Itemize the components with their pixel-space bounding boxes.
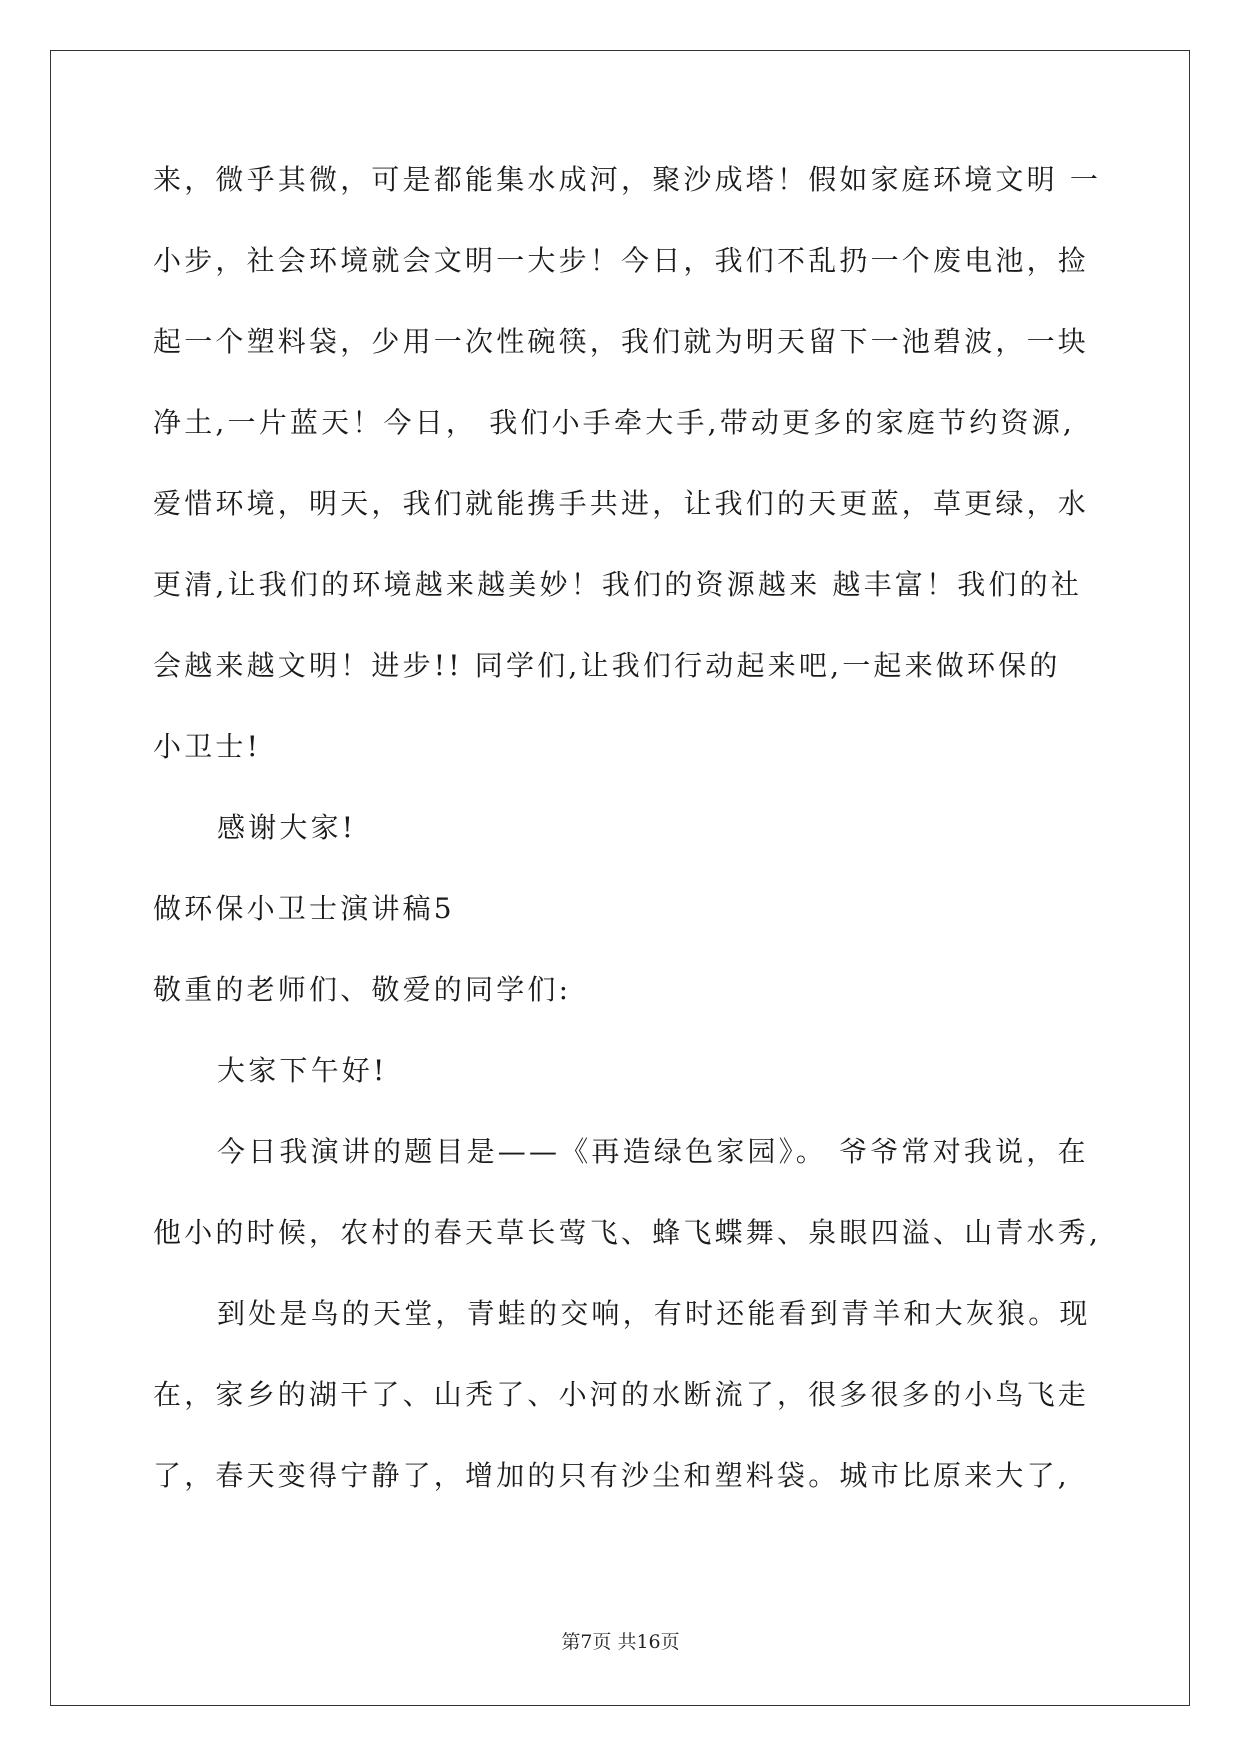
text-line: 来，微乎其微，可是都能集水成河，聚沙成塔！假如家庭环境文明 一 xyxy=(153,163,1102,196)
text-line: 到处是鸟的天堂，青蛙的交响，有时还能看到青羊和大灰狼。现 xyxy=(217,1297,1091,1330)
text-line: 了，春天变得宁静了，增加的只有沙尘和塑料袋。城市比原来大了, xyxy=(153,1459,1070,1492)
page-number: 第7页 共16页 xyxy=(561,1631,680,1653)
text-line: 小卫士! xyxy=(153,730,262,763)
text-line: 爱惜环境，明天，我们就能携手共进，让我们的天更蓝，草更绿，水 xyxy=(153,487,1090,520)
text-line: 起一个塑料袋，少用一次性碗筷，我们就为明天留下一池碧波，一块 xyxy=(153,325,1090,358)
text-line: 小步，社会环境就会文明一大步！今日，我们不乱扔一个废电池，捡 xyxy=(153,244,1090,277)
text-line: 在，家乡的湖干了、山秃了、小河的水断流了，很多很多的小鸟飞走 xyxy=(153,1378,1090,1411)
closing-line: 感谢大家! xyxy=(217,811,357,844)
document-body xyxy=(153,150,1102,1527)
salutation: 敬重的老师们、敬爱的同学们: xyxy=(153,973,572,1006)
text-line: 更清,让我们的环境越来越美妙！我们的资源越来 越丰富！我们的社 xyxy=(153,568,1083,601)
text-line: 今日我演讲的题目是——《再造绿色家园》。 爷爷常对我说，在 xyxy=(217,1135,1089,1168)
text-line: 会越来越文明！进步!! 同学们,让我们行动起来吧,一起来做环保的 xyxy=(153,649,1061,682)
section-title: 做环保小卫士演讲稿5 xyxy=(153,892,455,925)
text-line: 他小的时候，农村的春天草长莺飞、蜂飞蝶舞、泉眼四溢、山青水秀, xyxy=(153,1216,1102,1249)
greeting: 大家下午好! xyxy=(217,1054,388,1087)
text-line: 净土,一片蓝天！今日， 我们小手牵大手,带动更多的家庭节约资源, xyxy=(153,406,1076,439)
